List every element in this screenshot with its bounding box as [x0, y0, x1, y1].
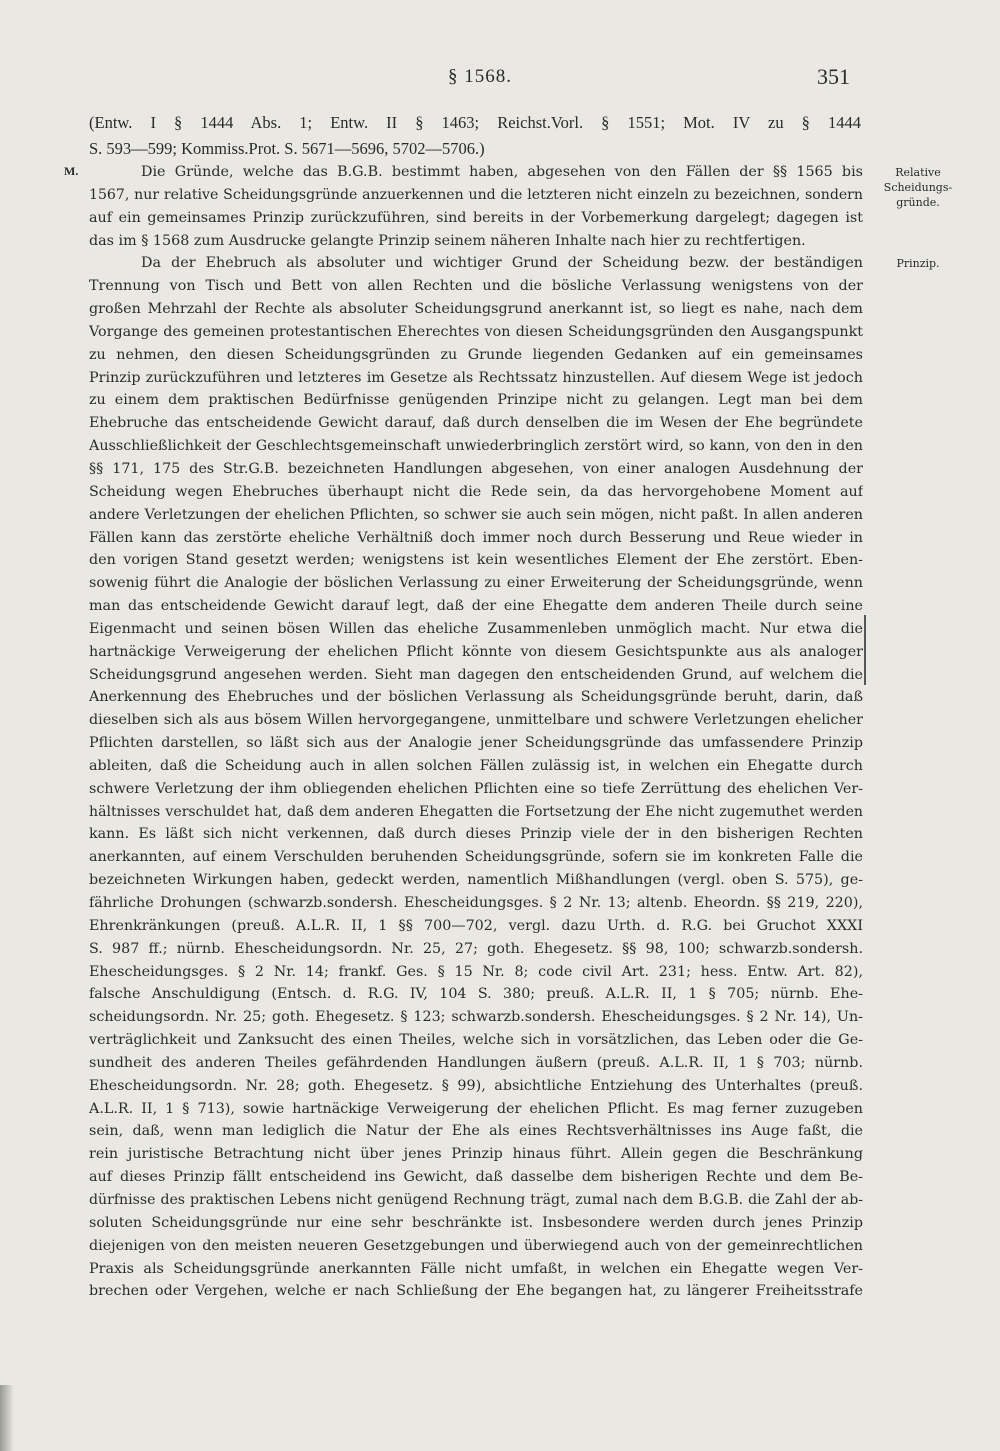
reference-line: (Entw. I § 1444 Abs. 1; Entw. II § 1463; Reichst.Vorl. § 1551; Mot. IV zu § 1444: [89, 113, 861, 132]
body-line: verträglichkeit und Zanksucht des einen Theiles, welche sich in vorsätzlichen, das Leben oder die Ge-: [89, 1032, 863, 1049]
body-line: Praxis als Scheidungsgründe anerkannten Fälle nicht umfaßt, in welchen ein Ehegatte wegen Ver-: [89, 1260, 863, 1277]
body-line: brechen oder Vergehen, welche er nach Schließung der Ehe begangen hat, zu längerer Freiheitsstrafe: [89, 1283, 863, 1300]
body-line: den vorigen Stand gesetzt werden; wenigstens ist kein wesentliches Element der Ehe zerstört. Eben-: [89, 552, 863, 569]
body-line: soluten Scheidungsgründe nur eine sehr beschränkte ist. Insbesondere werden durch jenes Prinzip: [89, 1214, 863, 1231]
margin-label-m: M.: [64, 164, 79, 178]
body-line: kann. Es läßt sich nicht verkennen, daß durch dieses Prinzip viele der in den bisherigen Rechten: [89, 826, 863, 843]
body-line: Fällen kann das zerstörte eheliche Verhältniß doch immer noch durch Besserung und Reue wieder in: [89, 529, 863, 546]
body-line: fährliche Drohungen (schwarzb.sondersh. Ehescheidungsges. § 2 Nr. 13; altenb. Eheordn. §§ 219, 220),: [89, 895, 863, 911]
body-line: großen Mehrzahl der Rechte als absoluter Scheidungsgrund anerkannt ist, so liegt es nahe, nach dem: [89, 301, 863, 318]
body-line: Scheidung wegen Ehebruches überhaupt nicht die Rede sein, da das hervorgehobene Moment auf: [89, 483, 863, 500]
body-line: Ehescheidungsges. § 2 Nr. 14; frankf. Ges. § 15 Nr. 8; code civil Art. 231; hess. Entw. Art. 82),: [89, 963, 863, 980]
body-line: Ausschließlichkeit der Geschlechtsgemeinschaft unwiederbringlich zerstört wird, so kann, von den in den: [89, 438, 863, 455]
body-line: Ehescheidungsordn. Nr. 28; goth. Ehegesetz. § 99), absichtliche Entziehung des Unterhaltes (preuß.: [89, 1077, 863, 1094]
body-line: ableiten, daß die Scheidung auch in allen solchen Fällen zulässig ist, in welchen ein Ehegatte durch: [89, 757, 863, 774]
body-line: S. 987 ff.; nürnb. Ehescheidungsordn. Nr. 25, 27; goth. Ehegesetz. §§ 98, 100; schwarzb.sondersh.: [89, 940, 863, 957]
body-line: schwere Verletzung der ihm obliegenden ehelichen Pflichten eine so tiefe Zerrüttung des ehelichen Ver-: [89, 780, 863, 797]
body-line: 1567, nur relative Scheidungsgründe anzuerkennen und die letzteren nicht einzeln zu bezeichnen, sondern: [89, 186, 863, 203]
body-line: anerkannten, auf einem Verschulden beruhenden Scheidungsgründe, sofern sie im konkreten Falle die: [89, 849, 863, 866]
body-line: Die Gründe, welche das B.G.B. bestimmt haben, abgesehen von den Fällen der §§ 1565 bis: [141, 164, 863, 180]
body-line: Scheidungsgrund angesehen werden. Sieht man dagegen den entscheidenden Grund, auf welchem die: [89, 666, 863, 683]
margin-note-principle: Prinzip.: [896, 257, 940, 270]
body-line: Trennung von Tisch und Bett von allen Rechten und die bösliche Verlassung wenigstens von der: [89, 278, 863, 295]
body-line: zu einem dem praktischen Bedürfnisse genügenden Prinzipe nicht zu gelangen. Legt man bei dem: [89, 392, 863, 409]
body-line: diejenigen von den meisten neueren Gesetzgebungen und überwiegend auch von der gemeinrechtlichen: [89, 1237, 863, 1254]
body-line: auf ein gemeinsames Prinzip zurückzuführen, sind bereits in der Vorbemerkung dargelegt; dagegen ist: [89, 209, 863, 226]
reference-citation: [89, 110, 861, 162]
body-line: scheidungsordn. Nr. 25; goth. Ehegesetz. § 123; schwarzb.sondersh. Ehescheidungsges. § 2 Nr. 14), Un-: [89, 1009, 863, 1026]
body-line: sein, daß, wenn man lediglich die Natur der Ehe als eines Rechtsverhältnisses ins Auge faßt, die: [89, 1123, 863, 1140]
body-line: auf dieses Prinzip fällt entscheidend ins Gewicht, daß dasselbe dem bisherigen Rechte und dem Be-: [89, 1169, 863, 1186]
body-line: sundheit des anderen Theiles gefährdenden Handlungen äußern (preuß. A.L.R. II, 1 § 703; nürnb.: [89, 1054, 863, 1071]
scan-edge-shadow: [0, 1385, 14, 1451]
margin-note-relative-grounds: Relative Scheidungs- gründe.: [883, 166, 953, 209]
body-line: hartnäckige Verweigerung der ehelichen Pflicht könnte von diesem Gesichtspunkte aus als analoger: [89, 643, 863, 660]
body-line: Ehrenkränkungen (preuß. A.L.R. II, 1 §§ 700—702, vergl. dazu Urth. d. R.G. bei Gruchot XXXI: [89, 917, 863, 934]
body-line: Eigenmacht und seinen bösen Willen das eheliche Zusammenleben unmöglich macht. Nur etwa die: [89, 620, 863, 637]
body-line: sowenig führt die Analogie der böslichen Verlassung zu einer Erweiterung der Scheidungsgründe, wenn: [89, 575, 863, 592]
body-line: falsche Anschuldigung (Entsch. d. R.G. IV, 104 S. 380; preuß. A.L.R. II, 1 § 705; nürnb. Ehe-: [89, 986, 863, 1003]
section-header: § 1568.: [448, 66, 512, 87]
body-line: Vorgange des gemeinen protestantischen Eherechtes von diesen Scheidungsgründen den Ausgangspunkt: [89, 323, 863, 340]
page-number: 351: [817, 64, 850, 89]
body-line: §§ 171, 175 des Str.G.B. bezeichneten Handlungen abgesehen, von einer analogen Ausdehnung der: [89, 460, 863, 477]
body-line: Ehebruche das entscheidende Gewicht darauf, daß durch denselben die im Wesen der Ehe begründete: [89, 415, 863, 432]
body-line: A.L.R. II, 1 § 713), sowie hartnäckige Verweigerung der ehelichen Pflicht. Es mag ferner zuzugeben: [89, 1100, 863, 1117]
body-line: Pflichten darstellen, so läßt sich aus der Analogie jener Scheidungsgründe das umfassendere Prinzip: [89, 735, 863, 752]
body-line: dieselben sich als aus bösem Willen hervorgegangene, unmittelbare und schwere Verletzungen ehelicher: [89, 712, 863, 729]
body-line: Da der Ehebruch als absoluter und wichtiger Grund der Scheidung bezw. der beständigen: [141, 255, 863, 272]
body-line: man das entscheidende Gewicht darauf legt, daß der eine Ehegatte dem anderen Theile durch seine: [89, 598, 863, 615]
body-line: hältnisses verschuldet hat, daß dem anderen Ehegatten die Fortsetzung der Ehe nicht zugemuthet werden: [89, 803, 863, 820]
body-line: Prinzip zurückzuführen und letzteres im Gesetze als Rechtssatz hinzustellen. Auf diesem Wege ist jedoch: [89, 369, 863, 386]
margin-vertical-rule: [864, 615, 866, 685]
body-line: andere Verletzungen der ehelichen Pflichten, so schwer sie auch sein mögen, nicht paßt. In allen anderen: [89, 506, 863, 523]
reference-line: S. 593—599; Kommiss.Prot. S. 5671—5696, 5702—5706.): [89, 139, 485, 158]
body-line: zu nehmen, den diesen Scheidungsgründen zu Grunde liegenden Gedanken auf ein gemeinsames: [89, 346, 863, 363]
main-body-text: [89, 161, 863, 1303]
body-line: rein juristische Betrachtung nicht über jenes Prinzip hinaus führt. Allein gegen die Beschränkung: [89, 1146, 863, 1163]
body-line: das im § 1568 zum Ausdrucke gelangte Prinzip seinem näheren Inhalte nach hier zu rechtfertigen.: [89, 232, 806, 249]
body-line: Anerkennung des Ehebruches und der böslichen Verlassung als Scheidungsgründe beruht, darin, daß: [89, 689, 863, 706]
body-line: dürfnisse des praktischen Lebens nicht genügend Rechnung trägt, zumal nach dem B.G.B. die Zahl der ab-: [89, 1191, 863, 1208]
body-line: bezeichneten Wirkungen haben, gedeckt werden, namentlich Mißhandlungen (vergl. oben S. 575), ge-: [89, 872, 863, 889]
